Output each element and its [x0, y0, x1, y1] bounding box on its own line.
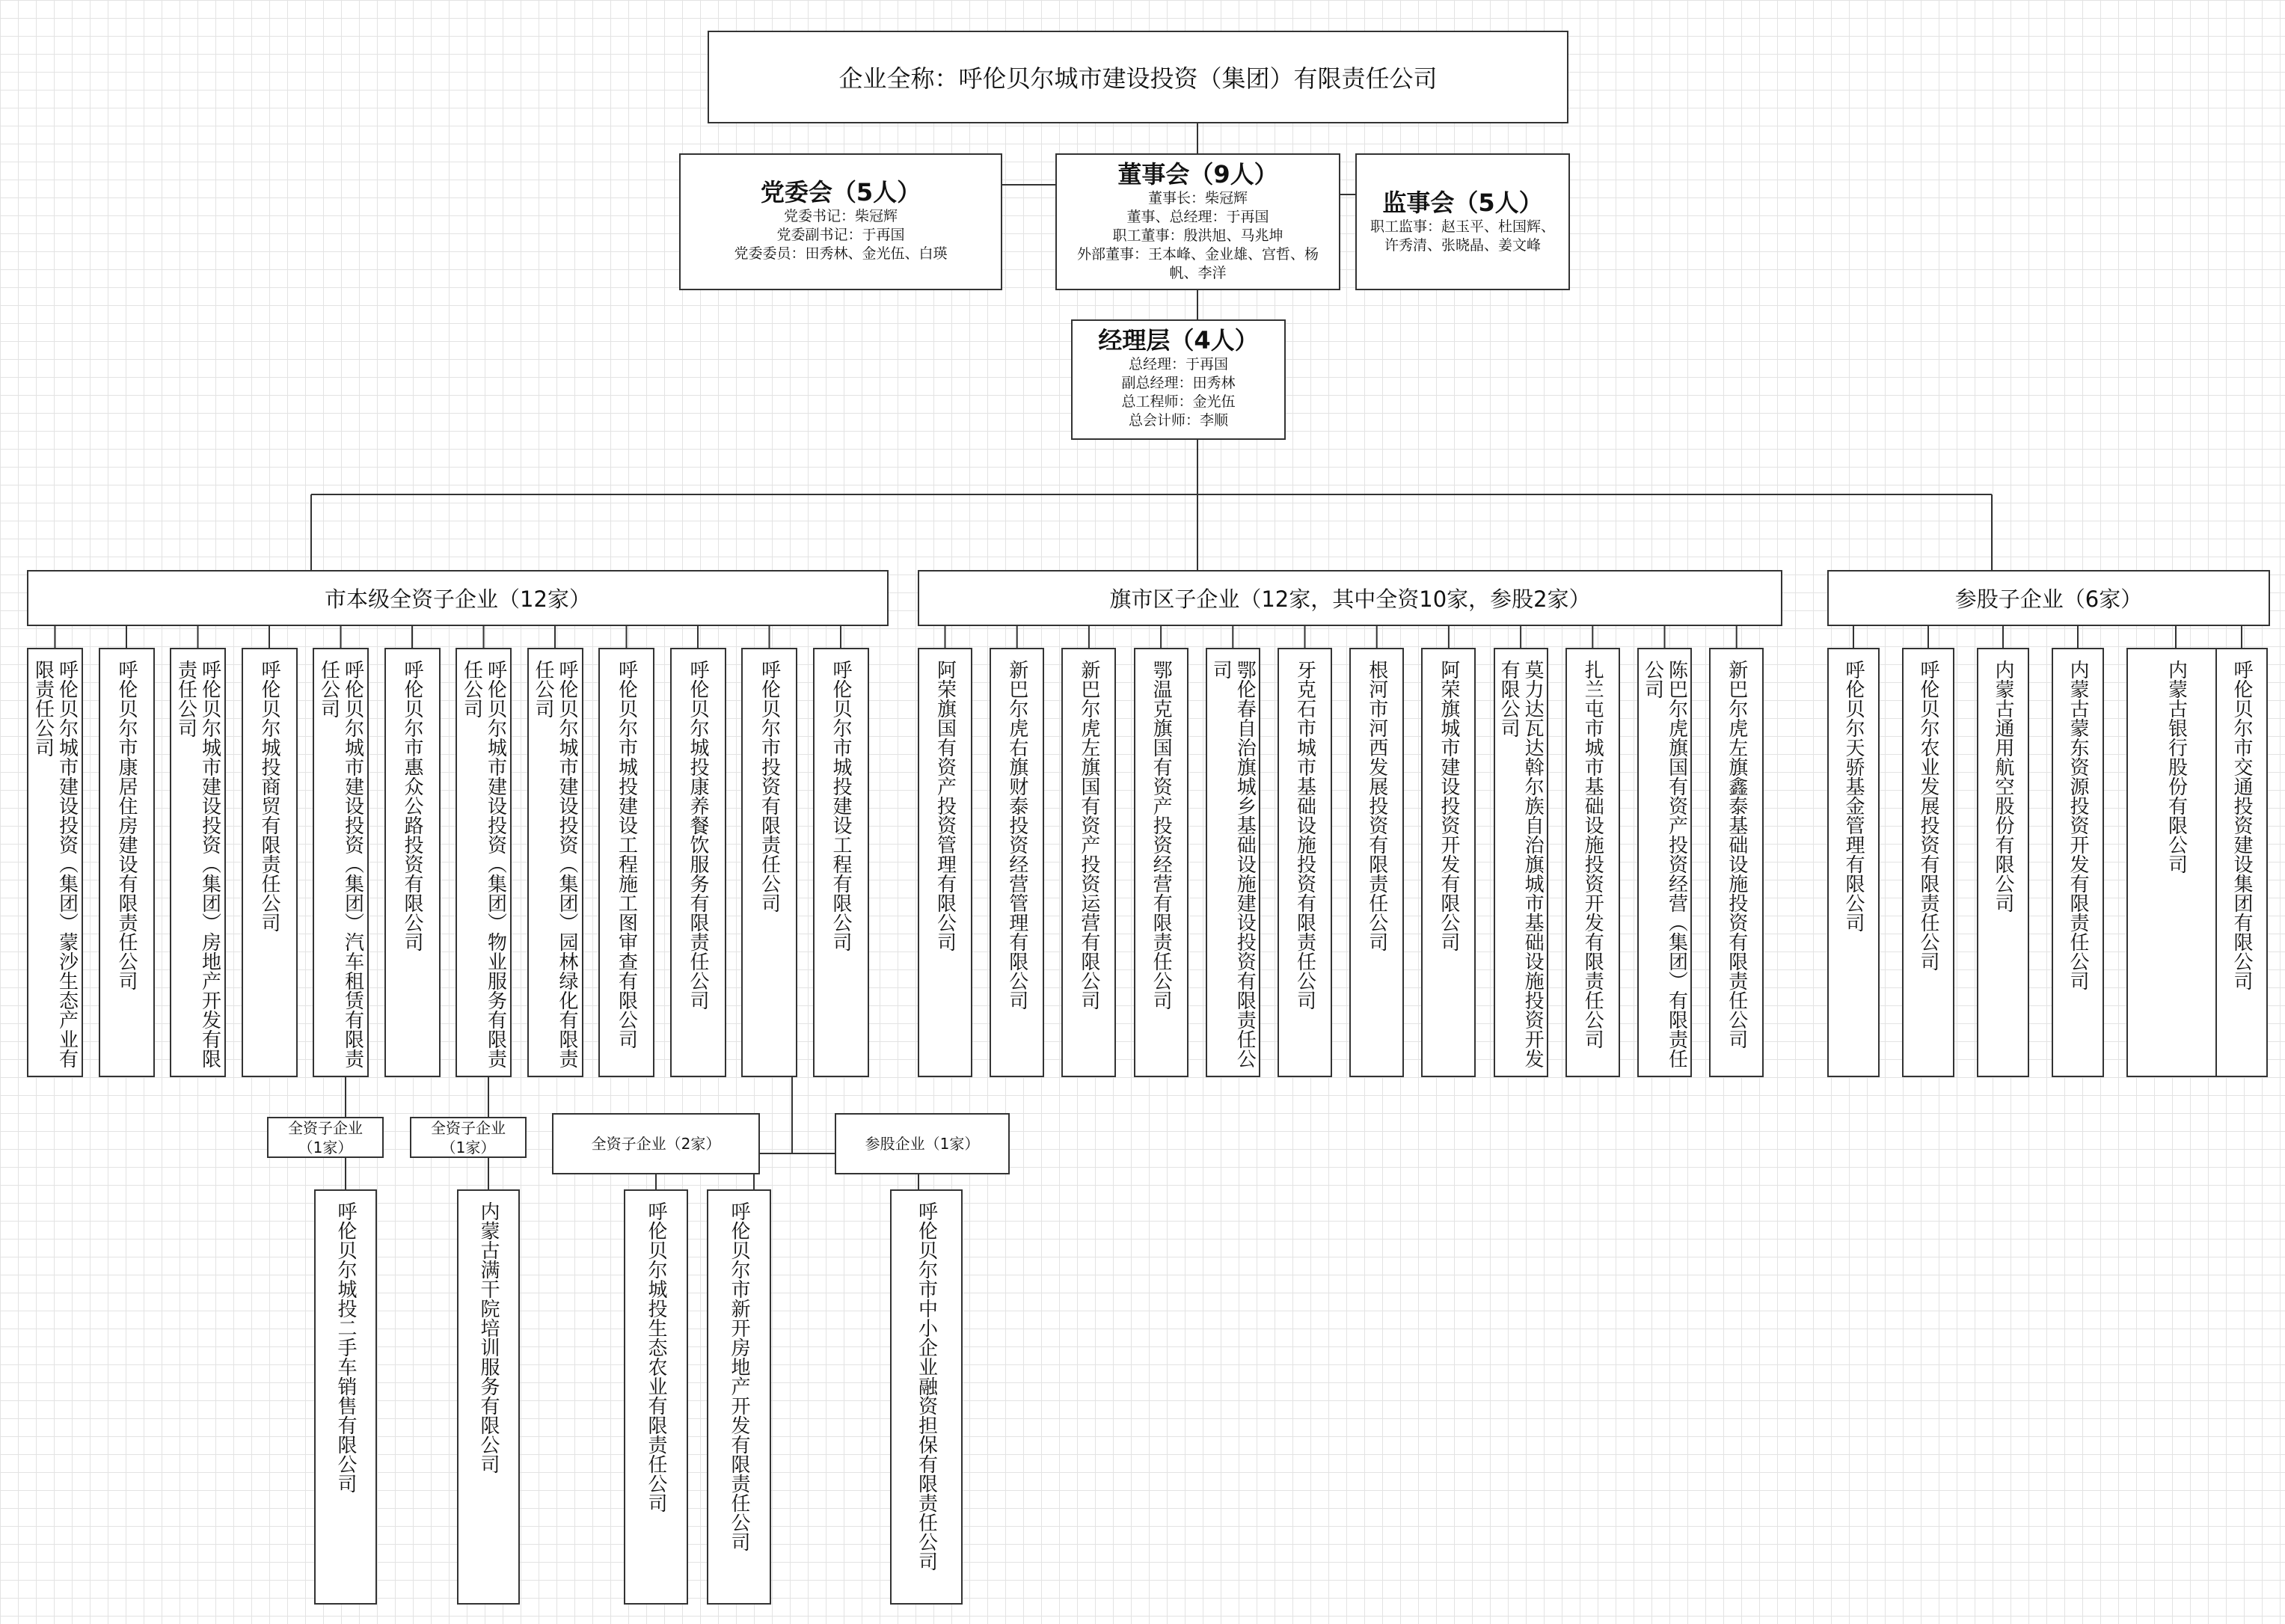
supervisory-line: 职工监事：赵玉平、杜国辉、 — [1370, 218, 1555, 235]
sub-label-text: 全资子企业 — [288, 1118, 363, 1137]
sub-label-car — [267, 1117, 384, 1158]
sub-label-count: （1家） — [298, 1138, 353, 1156]
party-committee-line: 党委委员：田秀林、金光伍、白瑛 — [734, 245, 948, 262]
sub-company-property — [457, 1189, 520, 1605]
company-name: 内蒙古蒙东资源投资开发有限责任公司 — [2067, 660, 2089, 990]
company-name: 新巴尔虎右旗财泰投资经营管理有限公司 — [1005, 660, 1028, 1010]
company-name: 新巴尔虎左旗国有资产投资运营有限公司 — [1077, 660, 1100, 1010]
company-name: 呼伦贝尔市惠众公路投资有限公司 — [401, 660, 423, 952]
supervisory-board-box — [1355, 153, 1570, 290]
sub-label-text: 全资子企业（2家） — [591, 1135, 721, 1153]
board-of-directors-box — [1055, 153, 1340, 290]
category-banner-level — [918, 570, 1782, 626]
share-company-box — [2126, 648, 2226, 1077]
management-line: 总经理：于再国 — [1128, 356, 1228, 373]
sub-company-name: 呼伦贝尔城投二手车销售有限公司 — [334, 1201, 357, 1493]
category-banner-label: 旗市区子企业（12家，其中全资10家，参股2家） — [1109, 586, 1591, 612]
sub-label-investment-part — [835, 1113, 1010, 1174]
city-company-box — [598, 648, 654, 1077]
company-name: 鄂温克旗国有资产投资经营有限责任公司 — [1150, 660, 1173, 1010]
sub-company-investment-2 — [707, 1189, 771, 1605]
board-line: 帆、李洋 — [1169, 265, 1227, 281]
sub-company-car — [314, 1189, 377, 1605]
city-company-box — [242, 648, 298, 1077]
banner-company-box — [918, 648, 972, 1077]
city-company-box — [527, 648, 583, 1077]
party-committee-line: 党委副书记：于再国 — [776, 227, 905, 243]
supervisory-board-title: 监事会（5人） — [1382, 189, 1543, 217]
sub-label-property — [410, 1117, 527, 1158]
share-company-box — [2052, 648, 2104, 1077]
banner-company-box — [1494, 648, 1548, 1077]
share-company-box — [2215, 648, 2268, 1077]
banner-company-box — [990, 648, 1044, 1077]
sub-label-investment-full — [552, 1113, 760, 1174]
company-name: 呼伦贝尔城市建设投资（集团）汽车租赁有限责任公司 — [317, 660, 364, 1068]
sub-company-name: 呼伦贝尔市新开房地产开发有限责任公司 — [728, 1201, 750, 1551]
sub-company-investment-1 — [624, 1189, 688, 1605]
company-title-box — [708, 31, 1568, 123]
company-name: 呼伦贝尔城市建设投资（集团）房地产开发有限责任公司 — [174, 660, 221, 1068]
banner-company-box — [1134, 648, 1188, 1077]
category-shareholding — [1827, 570, 2270, 626]
company-name: 呼伦贝尔市投资有限责任公司 — [758, 660, 781, 913]
company-name: 莫力达瓦达斡尔族自治旗城市基础设施投资开发有限公司 — [1497, 660, 1545, 1068]
company-name: 扎兰屯市城市基础设施投资开发有限责任公司 — [1581, 660, 1604, 1049]
company-name: 呼伦贝尔城市建设投资（集团）物业服务有限责任公司 — [460, 660, 507, 1068]
banner-company-box — [1349, 648, 1404, 1077]
sub-label-count: （1家） — [441, 1138, 496, 1156]
sub-company-investment-part-1 — [890, 1189, 963, 1605]
city-company-box — [170, 648, 226, 1077]
banner-company-box — [1421, 648, 1476, 1077]
company-name: 呼伦贝尔市交通投资建设集团有限公司 — [2230, 660, 2253, 990]
banner-company-box — [1206, 648, 1260, 1077]
management-line: 总工程师：金光伍 — [1121, 393, 1236, 410]
board-line: 董事长：柴冠辉 — [1147, 190, 1248, 206]
company-title: 企业全称：呼伦贝尔城市建设投资（集团）有限责任公司 — [838, 64, 1438, 93]
company-name: 呼伦贝尔农业发展投资有限责任公司 — [1917, 660, 1939, 971]
company-name: 呼伦贝尔城投康养餐饮服务有限责任公司 — [687, 660, 709, 1010]
management-line: 副总经理：田秀林 — [1121, 375, 1236, 391]
company-name: 鄂伦春自治旗城乡基础设施建设投资有限责任公司 — [1209, 660, 1257, 1068]
category-share-label: 参股子企业（6家） — [1954, 586, 2143, 612]
company-name: 呼伦贝尔市城投建设工程施工图审查有限公司 — [615, 660, 638, 1049]
banner-company-box — [1637, 648, 1692, 1077]
category-city-label: 市本级全资子企业（12家） — [325, 586, 591, 612]
party-committee-title: 党委会（5人） — [760, 178, 921, 206]
city-company-box — [456, 648, 512, 1077]
share-company-box — [1902, 648, 1954, 1077]
company-name: 牙克石市城市基础设施投资有限责任公司 — [1293, 660, 1316, 1010]
board-of-directors-title: 董事会（9人） — [1117, 160, 1278, 189]
party-committee-line: 党委书记：柴冠辉 — [783, 208, 898, 224]
share-company-box — [1977, 648, 2029, 1077]
city-company-box — [99, 648, 155, 1077]
company-name: 阿荣旗城市建设投资开发有限公司 — [1437, 660, 1460, 952]
board-line: 职工董事：殷洪旭、马兆坤 — [1112, 227, 1283, 244]
company-name: 呼伦贝尔市康居住房建设有限责任公司 — [115, 660, 138, 990]
supervisory-line: 许秀清、张晓晶、姜文峰 — [1384, 237, 1541, 254]
company-name: 呼伦贝尔城市建设投资（集团）蒙沙生态产业有限责任公司 — [31, 660, 79, 1068]
party-committee-box — [679, 153, 1002, 290]
sub-label-text: 全资子企业 — [431, 1118, 506, 1137]
company-name: 根河市河西发展投资有限责任公司 — [1365, 660, 1388, 952]
company-name: 陈巴尔虎旗国有资产投资经营（集团）有限责任公司 — [1641, 660, 1688, 1068]
banner-company-box — [1278, 648, 1332, 1077]
banner-company-box — [1709, 648, 1764, 1077]
company-name: 呼伦贝尔城市建设投资（集团）园林绿化有限责任公司 — [532, 660, 578, 1068]
city-company-box — [27, 648, 83, 1077]
sub-company-name: 呼伦贝尔城投生态农业有限责任公司 — [645, 1201, 667, 1513]
city-company-box — [813, 648, 869, 1077]
management-line: 总会计师：李顺 — [1128, 412, 1228, 429]
city-company-box — [741, 648, 797, 1077]
banner-company-box — [1565, 648, 1620, 1077]
city-company-box — [384, 648, 441, 1077]
board-line: 董事、总经理：于再国 — [1126, 209, 1269, 225]
company-name: 呼伦贝尔市城投建设工程有限公司 — [829, 660, 852, 952]
sub-company-name: 内蒙古满干院培训服务有限公司 — [477, 1201, 500, 1474]
company-name: 内蒙古银行股份有限公司 — [2165, 660, 2188, 874]
management-box — [1071, 319, 1286, 440]
company-name: 阿荣旗国有资产投资管理有限公司 — [933, 660, 957, 952]
company-name: 呼伦贝尔城投商贸有限责任公司 — [258, 660, 280, 932]
sub-company-name: 呼伦贝尔市中小企业融资担保有限责任公司 — [915, 1201, 938, 1571]
company-name: 内蒙古通用航空股份有限公司 — [1992, 660, 2014, 913]
company-name: 新巴尔虎左旗鑫泰基础设施投资有限责任公司 — [1725, 660, 1748, 1049]
category-city-level — [27, 570, 889, 626]
management-title: 经理层（4人） — [1098, 326, 1259, 355]
sub-label-text: 参股企业（1家） — [865, 1135, 980, 1153]
company-name: 呼伦贝尔天骄基金管理有限公司 — [1842, 660, 1865, 932]
city-company-box — [313, 648, 369, 1077]
board-line: 外部董事：王本峰、金业雄、宫哲、杨 — [1076, 246, 1319, 263]
banner-company-box — [1061, 648, 1116, 1077]
city-company-box — [670, 648, 726, 1077]
share-company-box — [1827, 648, 1880, 1077]
